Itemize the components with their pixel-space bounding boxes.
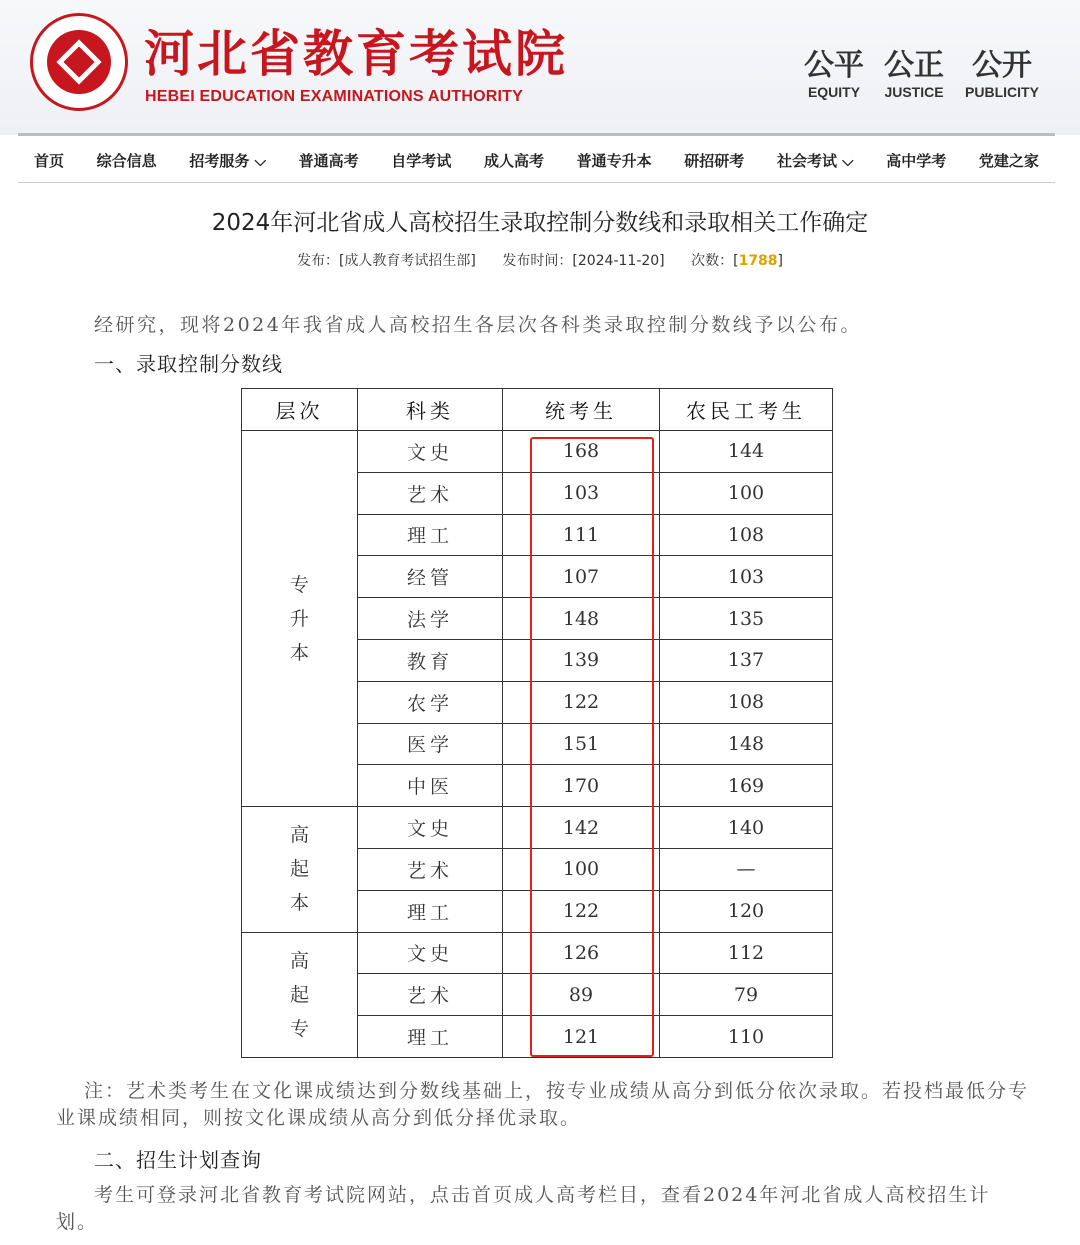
migrant-score-cell: 79 [660, 974, 833, 1016]
nav-adult-gaokao[interactable]: 成人高考 [483, 151, 544, 170]
table-header-row [242, 389, 833, 431]
level-char: 高 [289, 824, 309, 847]
header-migrant: 农民工考生 [660, 389, 833, 431]
level-cell [242, 431, 358, 807]
unified-score-cell: 168 [503, 431, 660, 473]
migrant-score-cell: 112 [660, 932, 833, 974]
nav-general-info[interactable]: 综合信息 [96, 151, 157, 170]
motto-cn: 公平 [804, 48, 864, 83]
motto-cn: 公开 [972, 48, 1032, 83]
motto-en: JUSTICE [884, 84, 944, 100]
level-char: 本 [289, 892, 309, 915]
subject-cell: 法学 [358, 598, 503, 640]
plan-paragraph [56, 1182, 1031, 1236]
nav-gaokao[interactable]: 普通高考 [298, 151, 359, 170]
migrant-score-cell: 144 [660, 431, 833, 473]
subject-cell: 中医 [358, 765, 503, 807]
header-subject: 科类 [358, 389, 503, 431]
subject-cell: 艺术 [358, 848, 503, 890]
article-title: 2024年河北省成人高校招生录取控制分数线和录取相关工作确定 [211, 210, 869, 236]
meta-publisher: 发布：[成人教育考试招生部] [296, 253, 476, 269]
unified-score-cell: 126 [503, 932, 660, 974]
migrant-score-cell: 137 [660, 639, 833, 681]
unified-score-cell: 142 [503, 807, 660, 849]
header-level: 层次 [242, 389, 358, 431]
level-char: 高 [289, 949, 309, 972]
intro-paragraph: 经研究，现将2024年我省成人高校招生各层次各科类录取控制分数线予以公布。 [94, 314, 862, 336]
header-unified: 统考生 [503, 389, 660, 431]
nav-party-building[interactable]: 党建之家 [978, 151, 1039, 170]
level-char: 升 [289, 607, 309, 630]
level-char: 起 [289, 983, 309, 1006]
migrant-score-cell: 108 [660, 514, 833, 556]
subject-cell: 文史 [358, 431, 503, 473]
migrant-score-cell: 140 [660, 807, 833, 849]
meta-count-label: 次数：[ [691, 253, 739, 269]
section-heading-1: 一、录取控制分数线 [94, 352, 283, 376]
subject-cell: 艺术 [358, 974, 503, 1016]
level-char: 起 [289, 858, 309, 881]
subject-cell: 教育 [358, 639, 503, 681]
unified-score-cell: 170 [503, 765, 660, 807]
unified-score-cell: 100 [503, 848, 660, 890]
level-cell [242, 807, 358, 932]
unified-score-cell: 151 [503, 723, 660, 765]
site-subtitle: HEBEI EDUCATION EXAMINATIONS AUTHORITY [145, 88, 523, 105]
migrant-score-cell: 110 [660, 1016, 833, 1058]
motto-en: EQUITY [807, 84, 861, 100]
subject-cell: 文史 [358, 807, 503, 849]
migrant-score-cell: — [660, 848, 833, 890]
nav-social-exams[interactable]: 社会考试 ⌵ [776, 151, 854, 170]
motto-justice [874, 48, 954, 100]
nav-exam-services[interactable]: 招考服务 ⌵ [189, 151, 266, 170]
site-title[interactable]: 河北省教育考试院 [144, 25, 568, 83]
migrant-score-cell: 100 [660, 472, 833, 514]
unified-score-cell: 122 [503, 681, 660, 723]
nav-home[interactable]: 首页 [34, 151, 65, 170]
meta-count-close: ] [777, 253, 784, 269]
nav-top-rule [18, 133, 1055, 136]
migrant-score-cell: 108 [660, 681, 833, 723]
level-char: 专 [289, 573, 309, 596]
level-char: 本 [289, 641, 309, 664]
unified-score-cell: 121 [503, 1016, 660, 1058]
logo-seal-icon[interactable] [30, 13, 128, 111]
subject-cell: 艺术 [358, 472, 503, 514]
plan-text: 考生可登录河北省教育考试院网站，点击首页成人高考栏目，查看2024年河北省成人高校招生计划。 [56, 1184, 991, 1233]
main-nav [18, 140, 1055, 180]
site-header [0, 0, 1080, 135]
migrant-score-cell: 135 [660, 598, 833, 640]
motto-equity [794, 48, 874, 100]
motto-en: PUBLICITY [965, 84, 1039, 100]
unified-score-cell: 139 [503, 639, 660, 681]
note-paragraph [56, 1078, 1031, 1132]
migrant-score-cell: 103 [660, 556, 833, 598]
nav-postgraduate[interactable]: 研招研考 [684, 151, 745, 170]
motto-cn: 公正 [884, 48, 944, 83]
subject-cell: 理工 [358, 1016, 503, 1058]
highlight-box [530, 437, 654, 1057]
migrant-score-cell: 169 [660, 765, 833, 807]
subject-cell: 农学 [358, 681, 503, 723]
level-cell [242, 932, 358, 1057]
unified-score-cell: 89 [503, 974, 660, 1016]
unified-score-cell: 107 [503, 556, 660, 598]
unified-score-cell: 148 [503, 598, 660, 640]
nav-high-school-test[interactable]: 高中学考 [886, 151, 947, 170]
migrant-score-cell: 120 [660, 890, 833, 932]
level-char: 专 [289, 1017, 309, 1040]
note-text: 注：艺术类考生在文化课成绩达到分数线基础上，按专业成绩从高分到低分依次录取。若投档最低分专业课成绩相同，则按文化课成绩从高分到低分择优录取。 [56, 1080, 1030, 1129]
unified-score-cell: 111 [503, 514, 660, 556]
subject-cell: 医学 [358, 723, 503, 765]
unified-score-cell: 122 [503, 890, 660, 932]
subject-cell: 理工 [358, 514, 503, 556]
motto-publicity [962, 48, 1042, 100]
section-heading-2: 二、招生计划查询 [94, 1148, 262, 1172]
migrant-score-cell: 148 [660, 723, 833, 765]
unified-score-cell: 103 [503, 472, 660, 514]
nav-bottom-rule [18, 182, 1055, 183]
article-meta [0, 250, 1080, 270]
subject-cell: 经管 [358, 556, 503, 598]
subject-cell: 文史 [358, 932, 503, 974]
nav-upgrade-bachelor[interactable]: 普通专升本 [576, 151, 652, 170]
view-count: 1788 [738, 253, 778, 269]
meta-time: 发布时间：[2024-11-20] [502, 253, 665, 269]
subject-cell: 理工 [358, 890, 503, 932]
nav-self-study-exam[interactable]: 自学考试 [391, 151, 452, 170]
